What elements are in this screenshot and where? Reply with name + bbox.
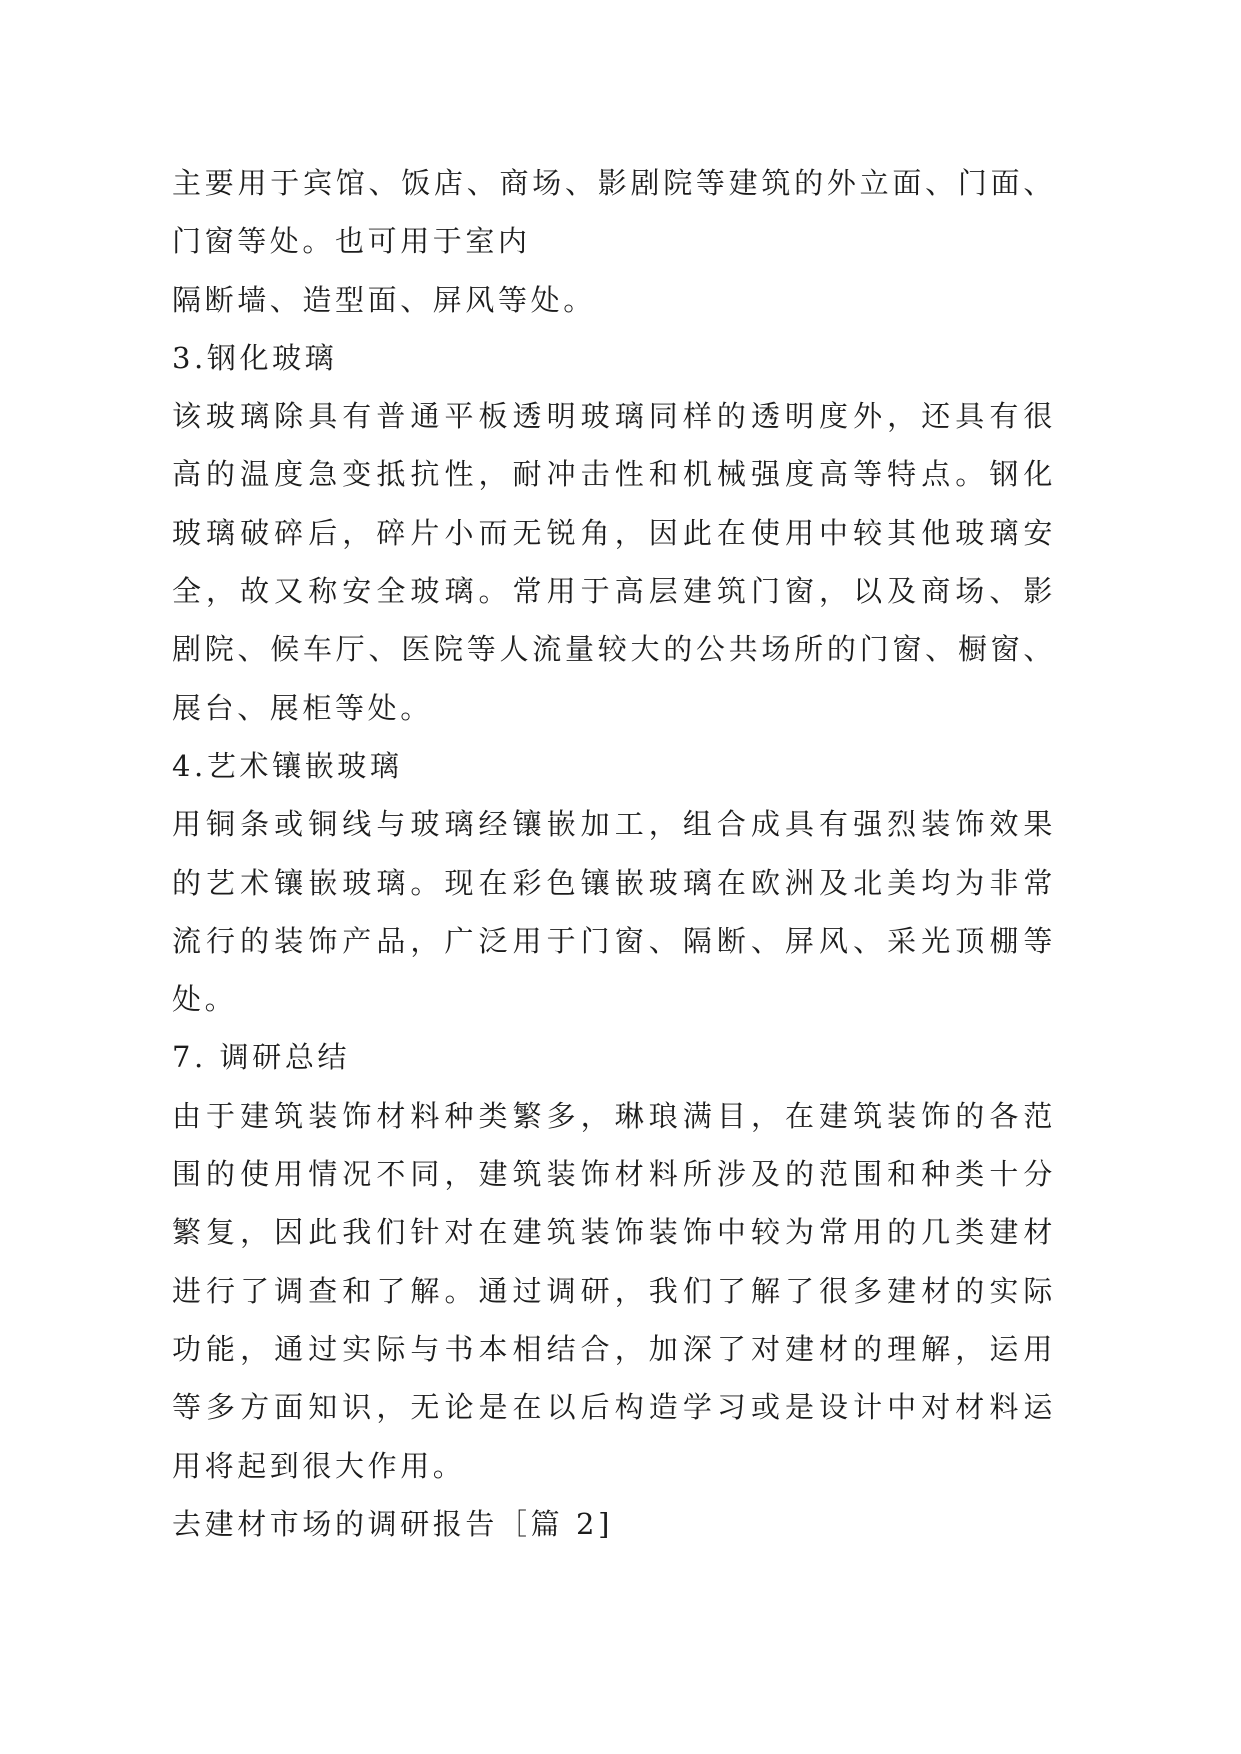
paragraph-line: 进行了调查和了解。通过调研，我们了解了很多建材的实际 bbox=[172, 1273, 1056, 1308]
document-body bbox=[172, 154, 1056, 1553]
paragraph-line: 该玻璃除具有普通平板透明玻璃同样的透明度外，还具有很 bbox=[172, 399, 1056, 434]
paragraph-line: 高的温度急变抵抗性，耐冲击性和机械强度高等特点。钢化 bbox=[172, 457, 1056, 492]
paragraph-line: 等多方面知识，无论是在以后构造学习或是设计中对材料运 bbox=[172, 1390, 1056, 1425]
paragraph-line: 功能，通过实际与书本相结合，加深了对建材的理解，运用 bbox=[172, 1331, 1056, 1366]
paragraph-line: 用铜条或铜线与玻璃经镶嵌加工，组合成具有强烈装饰效果 bbox=[172, 807, 1056, 842]
paragraph-line: 展台、展柜等处。 bbox=[172, 690, 433, 725]
paragraph-line: 繁复，因此我们针对在建筑装饰装饰中较为常用的几类建材 bbox=[172, 1215, 1056, 1250]
section-heading: 4.艺术镶嵌玻璃 bbox=[172, 748, 403, 783]
paragraph-line: 用将起到很大作用。 bbox=[172, 1448, 466, 1483]
next-report-title: 去建材市场的调研报告［篇 2] bbox=[172, 1506, 613, 1541]
paragraph-line: 的艺术镶嵌玻璃。现在彩色镶嵌玻璃在欧洲及北美均为非常 bbox=[172, 865, 1056, 900]
paragraph-line: 流行的装饰产品，广泛用于门窗、隔断、屏风、采光顶棚等 bbox=[172, 923, 1056, 958]
paragraph-line: 剧院、候车厅、医院等人流量较大的公共场所的门窗、橱窗、 bbox=[172, 632, 1056, 667]
paragraph-line: 主要用于宾馆、饭店、商场、影剧院等建筑的外立面、门面、 bbox=[172, 166, 1056, 200]
paragraph-line: 围的使用情况不同，建筑装饰材料所涉及的范围和种类十分 bbox=[172, 1157, 1056, 1192]
intro-paragraph bbox=[172, 154, 1056, 329]
section-tempered-glass bbox=[172, 329, 1056, 737]
paragraph-line: 处。 bbox=[172, 982, 238, 1017]
section-art-glass bbox=[172, 737, 1056, 1028]
section-summary bbox=[172, 1028, 1056, 1494]
paragraph-line: 隔断墙、造型面、屏风等处。 bbox=[172, 282, 596, 317]
paragraph-line: 门窗等处。也可用于室内 bbox=[172, 224, 531, 259]
paragraph-line: 由于建筑装饰材料种类繁多，琳琅满目，在建筑装饰的各范 bbox=[172, 1098, 1056, 1133]
paragraph-line: 玻璃破碎后，碎片小而无锐角，因此在使用中较其他玻璃安 bbox=[172, 515, 1056, 550]
paragraph-line: 全，故又称安全玻璃。常用于高层建筑门窗，以及商场、影 bbox=[172, 574, 1056, 609]
section-heading: 7. 调研总结 bbox=[172, 1040, 351, 1075]
section-heading: 3.钢化玻璃 bbox=[172, 340, 338, 375]
